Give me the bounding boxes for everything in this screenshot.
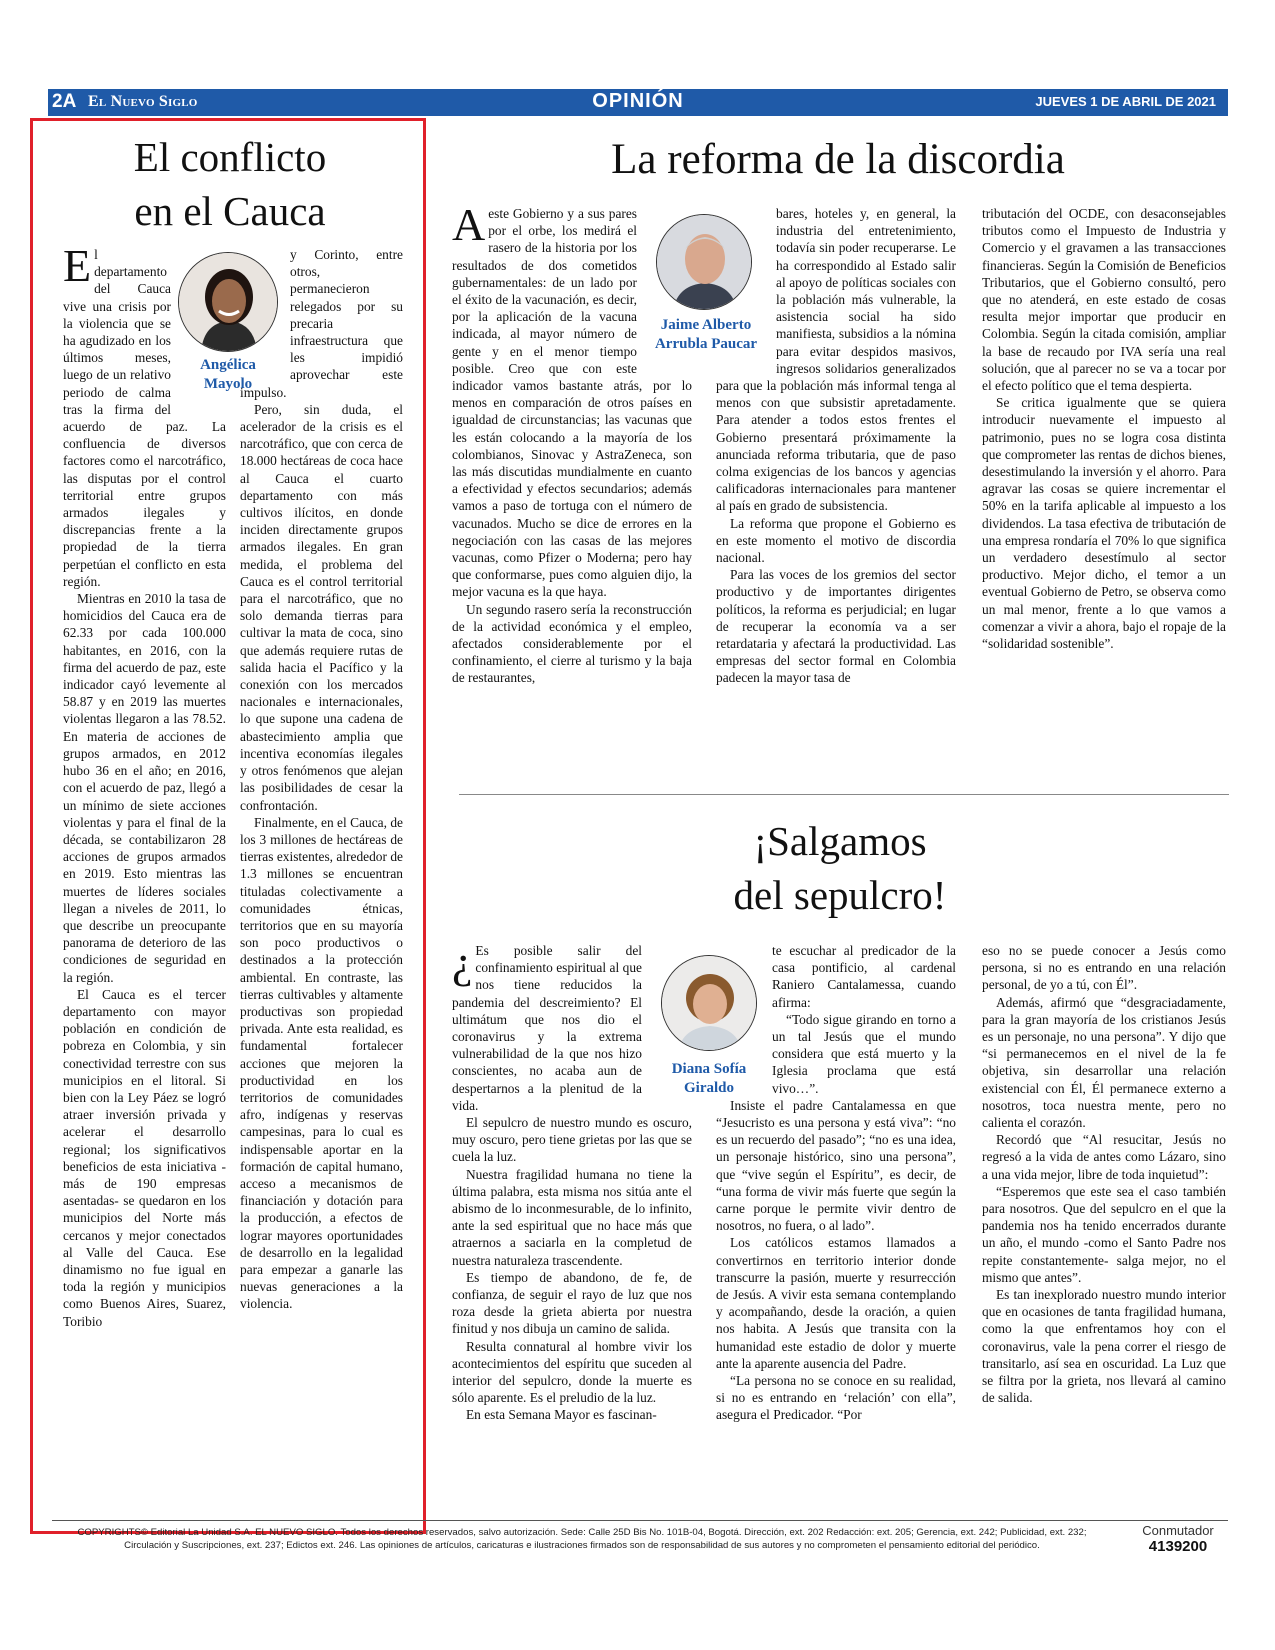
masthead: El Nuevo Siglo xyxy=(88,93,198,110)
article1-column-2 xyxy=(240,246,403,1522)
article2-author-name: Jaime Alberto Arrubla Paucar xyxy=(654,317,758,352)
article3-paragraph: En esta Semana Mayor es fascinan- xyxy=(466,1407,657,1423)
article2-paragraph: tributación del OCDE, con desaconsejables tributos como el Impuesto de Industria y Comercio y el gravamen a las transacciones financieras. Según la Comisión de Beneficios Tributarios, que el Gobierno consultó, pero que no atenderá, en este estado de cosas resulta mejor importar que producir en Colombia. Según la citada comisión, ampliar la base de recaudo por IVA sería una real solución, que al parecer no se va a tocar por el efecto político que el tema despierta. xyxy=(982,206,1226,394)
article3-paragraph: “Esperemos que este sea el caso también para nosotros. Que del sepulcro en el que la pandemia nos ha tenido encerrados durante un año, el mundo -como el Santo Padre nos repite constantemente- salga mejor, no el mismo que antes”. xyxy=(982,1183,1226,1285)
article2-paragraph: La reforma que propone el Gobierno es en este momento el motivo de discordia nacional. xyxy=(716,515,956,566)
article1-paragraph: Finalmente, en el Cauca, de los 3 millones de hectáreas de tierras existentes, alrededor de 1.3 millones se encuentran tituladas colectivamente a comunidades étnicas, territorios que en su mayoría son poco productivos o destinados a la protección ambiental. En contraste, las tierras cultivables y altamente productivas son propiedad privada. Ante esta realidad, es fundamental fortalecer acciones que mejoren la productividad en los territorios de comunidades afro, indígenas y reservas campesinas, para lo cual es indispensable aportar en la formación de capital humano, acceso a mecanismos de financiación y dotación para la producción, a efectos de lograr mayores oportunidades de desarrollo en la legalidad para empezar a ganarle las nuevas generaciones a la violencia. xyxy=(240,814,403,1312)
portrait-wrap-spacer xyxy=(716,205,776,371)
article2-title: La reforma de la discordia xyxy=(611,136,1065,183)
article3-paragraph: “Todo sigue girando en torno a un tal Jesús que el mundo considera que está muerto y la Iglesia proclama que está vivo…”. xyxy=(772,1011,956,1096)
article3-column-3 xyxy=(982,942,1226,1512)
article1-column-1 xyxy=(63,246,226,1522)
page-header-bar xyxy=(48,89,1228,116)
article2-paragraph: bares, hoteles y, en general, la industria del entretenimiento, todavía sin poder recuperarse. Le ha correspondido al Estado salir al apoyo de políticas sociales con la población más vulnerable, la asistencia social ha sido manifiesta, subsidios a la nómina para evitar despidos masivos, ingresos solidarios generalizados para que la población más informal tenga al menos con que subsistir apretadamente. Para atender a todos estos frentes el Gobierno presentará próximamente la anunciada reforma tributaria, que de paso colma exigencias de los bancos y agencias calificadoras internacionales para mantener al país en grado de subsistencia. xyxy=(716,206,956,514)
article1-paragraph: Pero, sin duda, el acelerador de la crisis es el narcotráfico, que con cerca de 18.000 hectáreas de coca hace al Cauca el cuarto departamento con más cultivos ilícitos, en donde inciden directamente grupos armados ilegales. En gran medida, el problema del Cauca es el control territorial para el narcotráfico, que no solo demanda tierras para cultivar la mata de coca, sino que además requiere rutas de salida hacia el Pacífico y la conexión con los mercados nacionales e internacionales, lo que supone una cadena de abastecimiento amplia que incentiva economías ilegales y otros fenómenos que alejan las posibilidades de cesar la confrontación. xyxy=(240,401,403,813)
article3-paragraph: Es tan inexplorado nuestro mundo interior que en ocasiones de tanta fragilidad humana, como la que enfrentamos hoy con el coronavirus, vale la pena correr el riesgo de transitarlo, así sea en oscuridad. La Luz que se filtra por la grieta, nos llevará al camino de salida. xyxy=(982,1287,1226,1406)
article3-paragraph: “La persona no se conoce en su realidad, si no es entrando en ‘relación’ con ella”, asegura el Predicador. “Por xyxy=(716,1373,956,1423)
article3-paragraph: Insiste el padre Cantalamessa en que “Jesucristo es una persona y está viva”: “no es un recuerdo del pasado”; “no es una idea, un personaje histórico, sino una persona”, que “vive según el Espíritu”, es decir, de “una forma de vivir más fuerte que según la carne porque le permite vivir dentro de nosotros, no fuera, o al lado”. xyxy=(716,1097,956,1234)
article1-paragraph: El departamento del Cauca vive una crisis por la violencia que se ha agudizado en los últimos meses, luego de un relativo periodo de calma tras la firma del acuerdo de paz. La confluencia de diversos factores como el narcotráfico, las disputas por el control territorial entre grupos armados ilegales y discrepancias frente a la propiedad de la tierra perpetúan el conflicto en esta región. xyxy=(63,246,226,589)
issue-date: JUEVES 1 DE ABRIL DE 2021 xyxy=(1035,94,1216,109)
footer-copyright: COPYRIGHTS© Editorial La Unidad S.A. EL NUEVO SIGLO. Todos los derechos reservados, salvo autorización. Sede: Calle 25D Bis No. 101B-04, Bogotá. Dirección, ext. 202 Redacción: ext. 205; Gerencia, ext. 242; Publicidad, ext. 232; Circulación y Suscripciones, ext. 237; Edictos ext. 246. Las opiniones de artículos, caricaturas e ilustraciones firmados son de responsabilidad de sus autores y no comprometen el pensamiento editorial del periódico. xyxy=(77,1527,1087,1551)
portrait-wrap-spacer xyxy=(637,205,692,371)
article1-paragraph: El Cauca es el tercer departamento con mayor población en condición de pobreza en Colombia, y sin conectividad terrestre con sus municipios en el litoral. Si bien con la Ley Páez se logró atraer inversión privada y acelerar el desarrollo regional; los significativos beneficios de esta iniciativa -más de 190 empresas asentadas- se quedaron en los municipios del Norte más cercanos y mejor conectados al Valle del Cauca. Ese dinamismo no fue igual en toda la región y municipios como Buenos Aires, Suarez, Toribio xyxy=(63,986,226,1329)
article2-paragraph: Para las voces de los gremios del sector productivo y de importantes dirigentes políticos, la reforma es perjudicial; en lugar de recuperar la economía va a ser retardataria y afectará la productividad. Las empresas del sector formal en Colombia padecen la mayor tasa de xyxy=(716,567,956,686)
article2-column-3 xyxy=(982,205,1226,780)
article3-paragraph: ¿ Es posible salir del confinamiento espiritual al que nos tiene reducidos la pandemia del descreimiento? El ultimátum que nos dio el coronavirus y la extrema vulnerabilidad de la que nos hizo conscientes, no acaba aun de despertarnos a la plenitud de la vida. xyxy=(452,942,642,1113)
dropcap: ¿ xyxy=(452,942,473,987)
article1-paragraph: Mientras en 2010 la tasa de homicidios del Cauca era de 62.33 por cada 100.000 habitantes, en 2016, con la firma del acuerdo de paz, este indicador cayó levemente al 58.87 y en 2019 las muertes violentas llegaron a las 78.52. En materia de acciones de grupos armados, en 2012 hubo 36 en el año; en 2016, con el acuerdo de paz, llegó a un mínimo de siete acciones violentas y para el final de la década, se contabilizaron 28 acciones de grupos armados en 2019. Esto mientras las muertes de líderes sociales llegan a niveles de 2011, lo que describe un preocupante panorama de deterioro de las condiciones de seguridad en la región. xyxy=(63,591,226,985)
article3-paragraph: eso no se puede conocer a Jesús como persona, si no es entrando en una relación personal, de yo a tú, con Él”. xyxy=(982,943,1226,993)
article2-paragraph: Se critica igualmente que se quiera introducir nuevamente el impuesto al patrimonio, pues no se logra cosa distinta que comprometer las rentas de dichos bienes, desestimulando la inversión y el ahorro. Para agravar las cosas se quiere incrementar el 50% en la tarifa aplicable al impuesto a los dividendos. La tasa efectiva de tributación de una empresa rondaría el 70% lo que significa un verdadero desestímulo al sector productivo. Mejor dicho, el temor a un eventual Gobierno de Petro, se observa como un mal menor, frente a lo que vamos a comenzar a vivir a ahora, bajo el ropaje de la “solidaridad sostenible”. xyxy=(982,395,1226,652)
article2-column-1 xyxy=(452,205,692,780)
section-title: OPINIÓN xyxy=(592,90,684,112)
article1-title: El conflicto en el Cauca xyxy=(133,134,327,234)
portrait-wrap-spacer xyxy=(642,942,692,1092)
article3-paragraph: El sepulcro de nuestro mundo es oscuro, muy oscuro, pero tiene grietas por las que se cuela la luz. xyxy=(452,1115,692,1165)
article1-author-name: Angélica Mayolo xyxy=(200,357,256,392)
portrait-wrap-spacer xyxy=(240,246,290,376)
article3-column-2 xyxy=(716,942,956,1512)
article3-paragraph: Recordó que “Al resucitar, Jesús no regresó a la vida de antes como Lázaro, sino a una vida mejor, libre de toda inquietud”: xyxy=(982,1132,1226,1182)
article3-paragraph: te escuchar al predicador de la casa pontificio, al cardenal Raniero Cantalamessa, cuando afirma: xyxy=(772,943,956,1010)
footer-rule xyxy=(52,1520,1228,1521)
article2-column-2 xyxy=(716,205,956,780)
portrait-wrap-spacer xyxy=(171,246,226,406)
article3-title: ¡Salgamos del sepulcro! xyxy=(733,818,947,918)
article1-paragraph: y Corinto, entre otros, permanecieron relegados por su precaria infraestructura que les impidió aprovechar este impulso. xyxy=(240,247,403,400)
article3-paragraph: Los católicos estamos llamados a convertirnos en territorio interior donde transcurre la pasión, muerte y resurrección de Jesús. A vivir esta semana contemplando y acompañando, desde la oración, a quien nos habita. A Jesús que transita con la humanidad este estadio de dolor y muerte ante la aparente ausencia del Padre. xyxy=(716,1235,956,1371)
article3-author-name: Diana Sofía Giraldo xyxy=(671,1061,747,1096)
dropcap: E xyxy=(63,246,92,291)
article2-paragraph: Un segundo rasero sería la reconstrucción de la actividad económica y el empleo, afectados considerablemente por el confinamiento, el cierre al turismo y la baja de restaurantes, xyxy=(452,601,692,686)
article-divider xyxy=(459,794,1229,795)
dropcap: A xyxy=(452,205,486,250)
portrait-wrap-spacer xyxy=(716,942,772,1092)
page-number: 2A xyxy=(52,91,77,112)
switchboard-number: Conmutador 4139200 xyxy=(1142,1523,1214,1555)
article3-paragraph: Nuestra fragilidad humana no tiene la última palabra, esta misma nos sitúa ante el abismo de lo inconmesurable, de lo infinito, ante la sed espiritual que no hace más que atraernos a saciarla en la completud de nuestra naturaleza trascendente. xyxy=(452,1166,692,1268)
article3-paragraph: Resulta connatural al hombre vivir los acontecimientos del espíritu que suceden al interior del sepulcro, donde la muerte es sólo aparente. Es el preludio de la luz. xyxy=(452,1338,692,1406)
article3-paragraph: Además, afirmó que “desgraciadamente, para la gran mayoría de los cristianos Jesús es un personaje, no una persona”. Y dijo que “si permanecemos en el nivel de la fe objetiva, sin desarrollar una relación existencial con Él, Él permanece externo a nosotros, toca nuestra mente, pero no calienta el corazón. xyxy=(982,994,1226,1131)
article3-column-1 xyxy=(452,942,692,1512)
article2-paragraph: Aeste Gobierno y a sus pares por el orbe, los medirá el rasero de la historia por los resultados de dos cometidos gubernamentales: de un lado por el éxito de la vacunación, es decir, por la aplicación de la vacuna indicada, al mayor número de gente y en el menor tiempo posible. Creo que con este indicador vamos bastante atrás, por lo menos en comparación de otros países en igualdad de circunstancias; las vacunas que les están colocando a la mayoría de los colombianos, Sinovac y AstraZeneca, son las más discutidas mundialmente en cuanto a efectividad y efectos secundarios; además vamos a paso de tortuga con el número de vacunados. Mucho se dice de errores en la negociación con las casas de las mejores vacunas, como Pfizer o Moderna; pero hay que conformarse, pues como alguien dijo, la mejor vacuna es la que haya. xyxy=(452,205,692,600)
article3-paragraph: Es tiempo de abandono, de fe, de confianza, de seguir el rayo de luz que nos roza desde la grieta abierta por nuestra finitud y nos dibuja un camino de salida. xyxy=(452,1269,692,1337)
